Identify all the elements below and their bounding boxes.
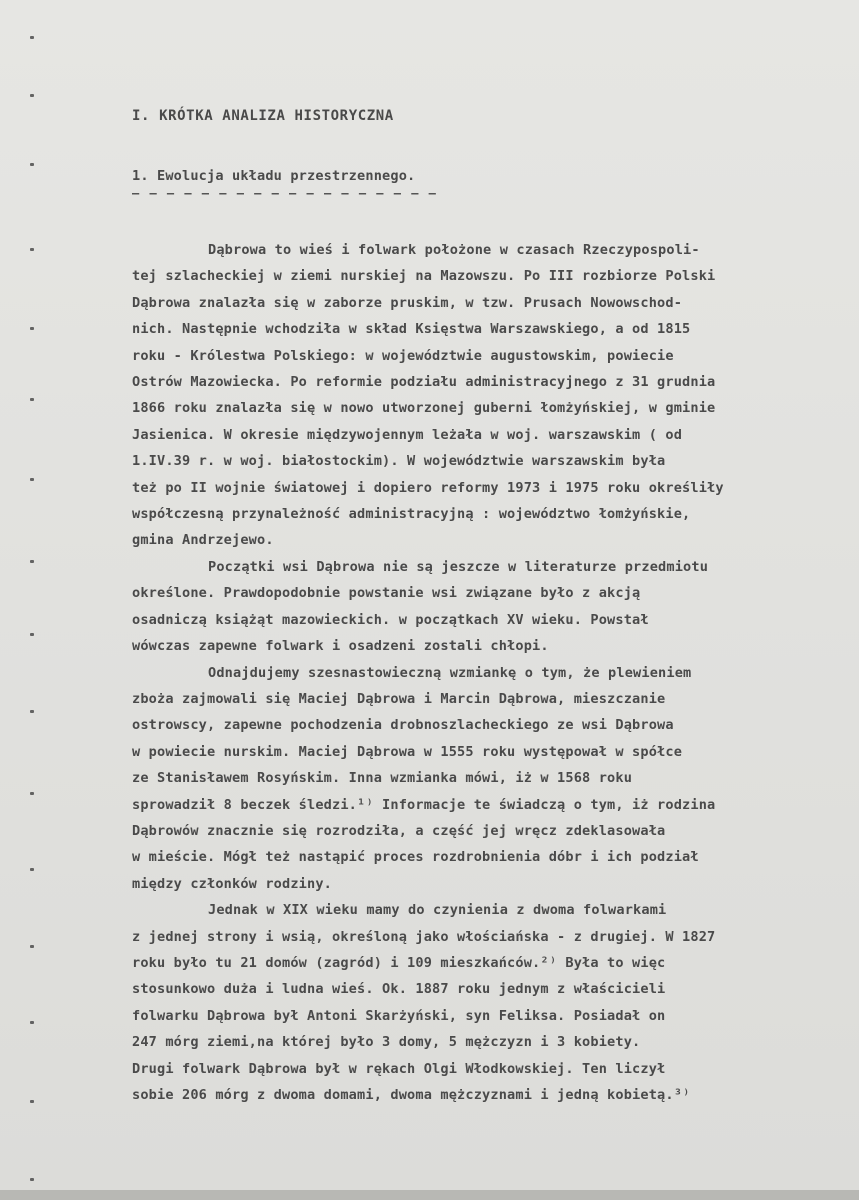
paragraph-line: Drugi folwark Dąbrowa był w rękach Olgi Włodkowskiej. Ten liczył (132, 1060, 666, 1077)
binder-holes (30, 0, 38, 1200)
paragraph-line: Dąbrowów znacznie się rozrodziła, a część jej wręcz zdeklasowała (132, 822, 666, 839)
paragraph-line (132, 554, 822, 580)
binder-hole (30, 792, 34, 795)
paragraph-line: między członków rodziny. (132, 875, 333, 892)
paragraph-line (132, 237, 822, 263)
paragraph-line: z jednej strony i wsią, określoną jako włościańska - z drugiej. W 1827 (132, 928, 716, 945)
paragraph-line: wówczas zapewne folwark i osadzeni zostali chłopi. (132, 638, 549, 655)
binder-hole (30, 248, 34, 251)
paragraph-line (132, 660, 822, 686)
binder-hole (30, 868, 34, 871)
binder-hole (30, 478, 34, 481)
paragraph-line: 247 mórg ziemi,na której było 3 domy, 5 mężczyzn i 3 kobiety. (132, 1034, 641, 1051)
paragraph-line: współczesną przynależność administracyjną : województwo łomżyńskie, (132, 506, 691, 523)
paragraph-line: 1.IV.39 r. w woj. białostockim). W województwie warszawskim była (132, 453, 666, 470)
section-heading-underline: — — — — — — — — — — — — — — — — — — (132, 186, 438, 200)
paragraph-line: ze Stanisławem Rosyńskim. Inna wzmianka mówi, iż w 1568 roku (132, 770, 633, 787)
section-heading (132, 164, 438, 200)
binder-hole (30, 560, 34, 563)
document-body (132, 104, 822, 1108)
paragraph (132, 897, 822, 1108)
paragraph-line: osadniczą książąt mazowieckich. w początkach XV wieku. Powstał (132, 611, 649, 628)
binder-hole (30, 398, 34, 401)
binder-hole (30, 163, 34, 166)
section-heading-text: 1. Ewolucja układu przestrzennego. (132, 168, 416, 184)
binder-hole (30, 945, 34, 948)
binder-hole (30, 327, 34, 330)
binder-hole (30, 1178, 34, 1181)
paragraph-line-text: Odnajdujemy szesnastowieczną wzmiankę o tym, że plewieniem (208, 664, 692, 681)
binder-hole (30, 633, 34, 636)
paragraph-line: tej szlacheckiej w ziemi nurskiej na Mazowszu. Po III rozbiorze Polski (132, 268, 716, 285)
paragraph-line: roku - Królestwa Polskiego: w województwie augustowskim, powiecie (132, 347, 674, 364)
paragraph-line-text: Jednak w XIX wieku mamy do czynienia z dwoma folwarkami (208, 902, 667, 919)
chapter-heading: I. KRÓTKA ANALIZA HISTORYCZNA (132, 108, 394, 124)
paragraph-line: zboża zajmowali się Maciej Dąbrowa i Marcin Dąbrowa, mieszczanie (132, 690, 666, 707)
paragraph-list (132, 237, 822, 1108)
paragraph-line: sobie 206 mórg z dwoma domami, dwoma mężczyznami i jedną kobietą.³⁾ (132, 1087, 691, 1103)
binder-hole (30, 94, 34, 97)
paragraph-line: też po II wojnie światowej i dopiero reformy 1973 i 1975 roku określiły (132, 479, 724, 496)
paragraph-line: w mieście. Mógł też nastąpić proces rozdrobnienia dóbr i ich podział (132, 849, 699, 866)
paragraph-line: Ostrów Mazowiecka. Po reformie podziału administracyjnego z 31 grudnia (132, 374, 716, 391)
paragraph-line: Dąbrowa znalazła się w zaborze pruskim, w tzw. Prusach Nowowschod- (132, 294, 683, 311)
paragraph (132, 554, 822, 660)
paragraph-line: roku było tu 21 domów (zagród) i 109 mieszkańców.²⁾ Była to więc (132, 954, 666, 971)
paragraph-line: Jasienica. W okresie międzywojennym leżała w woj. warszawskim ( od (132, 426, 683, 443)
paragraph (132, 660, 822, 898)
paragraph (132, 237, 822, 554)
paragraph-line: gmina Andrzejewo. (132, 532, 274, 549)
paragraph-line: folwarku Dąbrowa był Antoni Skarżyński, syn Feliksa. Posiadał on (132, 1007, 666, 1024)
binder-hole (30, 1100, 34, 1103)
page-bottom-edge (0, 1190, 859, 1200)
binder-hole (30, 1021, 34, 1024)
paragraph-line: 1866 roku znalazła się w nowo utworzonej guberni łomżyńskiej, w gminie (132, 400, 716, 417)
paragraph-line: ostrowscy, zapewne pochodzenia drobnoszlacheckiego ze wsi Dąbrowa (132, 717, 674, 734)
paragraph-line: w powiecie nurskim. Maciej Dąbrowa w 1555 roku występował w spółce (132, 743, 683, 760)
paragraph-line: stosunkowo duża i ludna wieś. Ok. 1887 roku jednym z właścicieli (132, 981, 666, 998)
paragraph-line (132, 897, 822, 923)
paragraph-line-text: Dąbrowa to wieś i folwark położone w czasach Rzeczypospoli- (208, 242, 700, 258)
paragraph-line: nich. Następnie wchodziła w skład Księstwa Warszawskiego, a od 1815 (132, 321, 691, 338)
paragraph-line: określone. Prawdopodobnie powstanie wsi związane było z akcją (132, 585, 641, 602)
binder-hole (30, 710, 34, 713)
binder-hole (30, 36, 34, 39)
paragraph-line-text: Początki wsi Dąbrowa nie są jeszcze w literaturze przedmiotu (208, 558, 709, 575)
paragraph-line: sprowadził 8 beczek śledzi.¹⁾ Informacje te świadczą o tym, iż rodzina (132, 796, 716, 813)
